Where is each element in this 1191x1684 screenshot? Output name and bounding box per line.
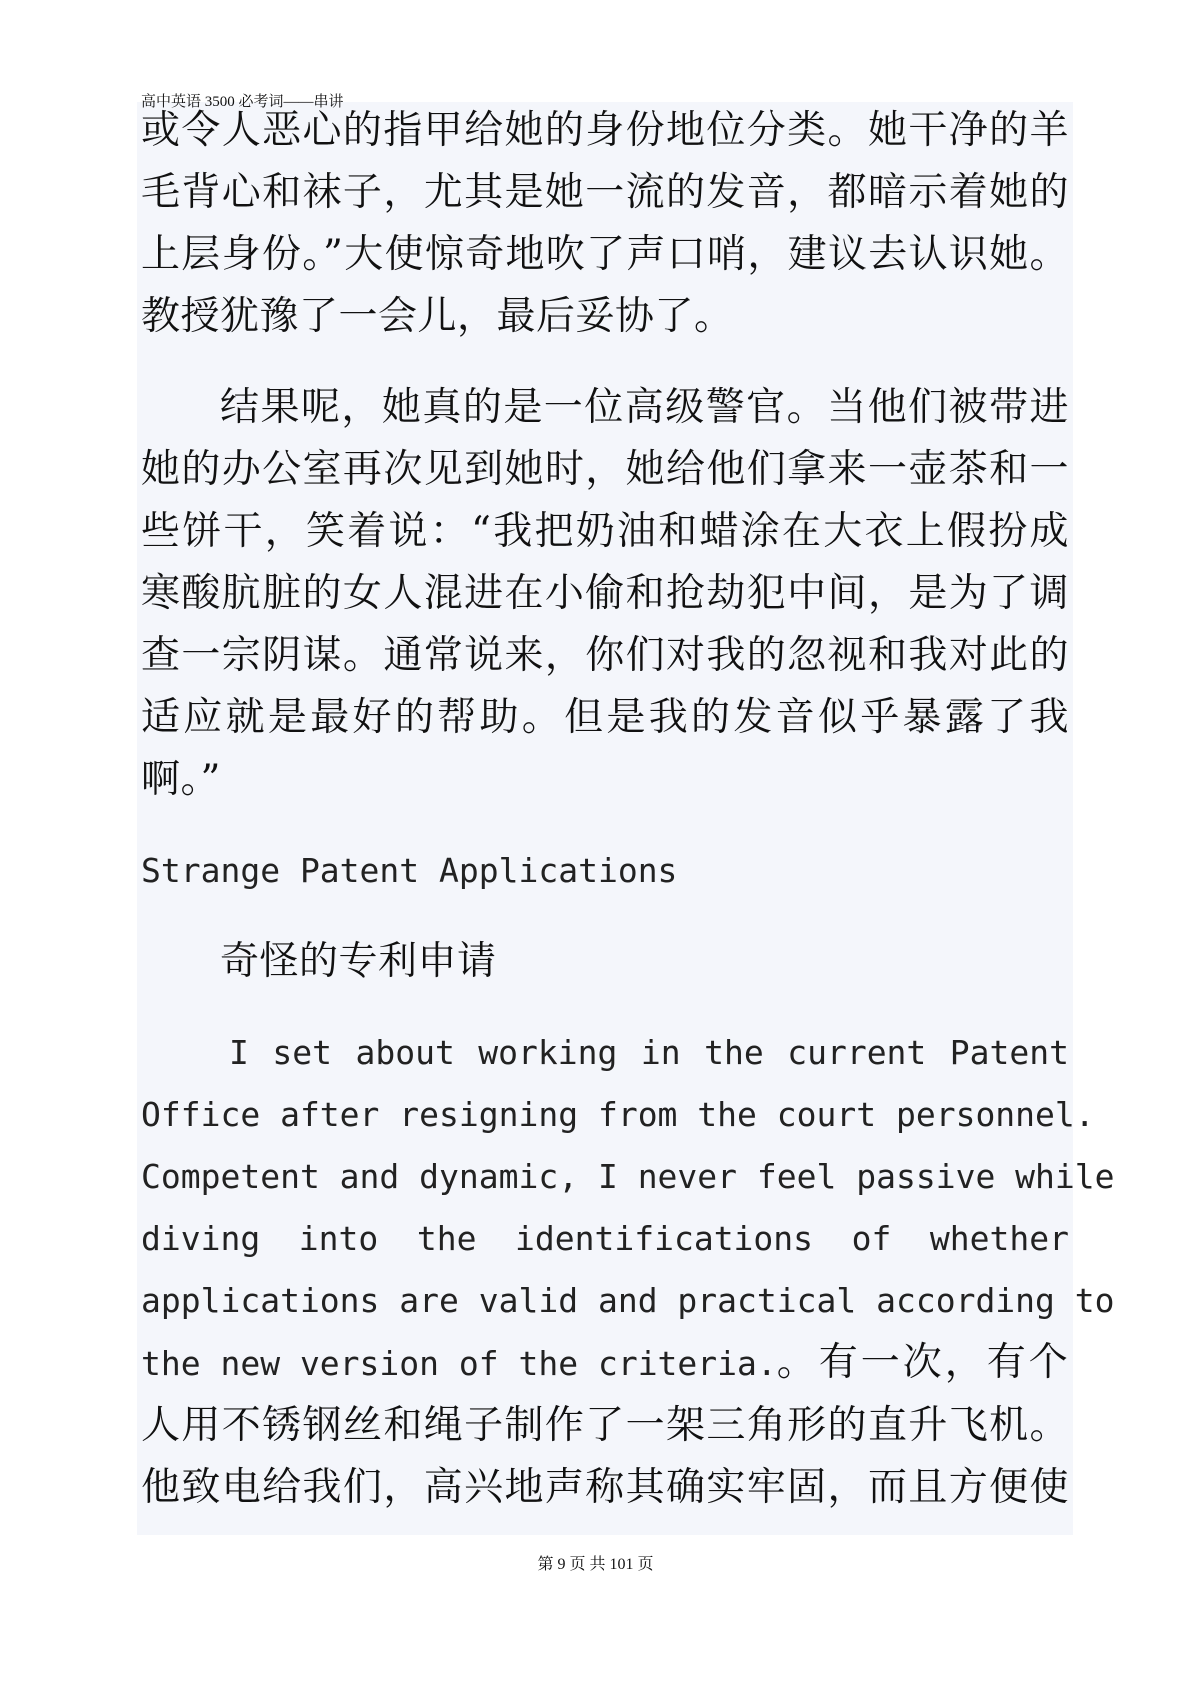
paragraph-3-english	[141, 1022, 1115, 1332]
text-line: 查一宗阴谋。通常说来，你们对我的忽视和我对此的	[141, 633, 1069, 678]
text-line: 教授犹豫了一会儿，最后妥协了。	[141, 294, 734, 339]
section-title-en	[141, 840, 1069, 902]
text-line: Office after resigning from the court personnel.	[141, 1095, 1095, 1134]
text-line: 上层身份。”大使惊奇地吹了声口哨，建议去认识她。	[141, 232, 1069, 277]
paragraph-1	[141, 100, 1069, 348]
page-header: 高中英语 3500 必考词——串讲	[141, 94, 344, 110]
text-line: I set about working in the current Patent	[229, 1033, 1069, 1072]
text-line: 她的办公室再次见到她时，她给他们拿来一壶茶和一	[141, 447, 1069, 492]
text-line: diving into the identifications of whether	[141, 1219, 1069, 1258]
text-line: 毛背心和袜子，尤其是她一流的发音，都暗示着她的	[141, 170, 1069, 215]
text-line: 适应就是最好的帮助。但是我的发音似乎暴露了我	[141, 695, 1069, 740]
mixed-line-cn: 。有一次，有个	[776, 1340, 1071, 1385]
section-title-cn-text: 奇怪的专利申请	[220, 939, 497, 984]
section-title-en-text: Strange Patent Applications	[141, 851, 678, 890]
mixed-line-en: the new version of the criteria.	[141, 1344, 777, 1383]
text-line: 他致电给我们，高兴地声称其确实牢固，而且方便使	[141, 1465, 1069, 1510]
section-title-cn	[141, 931, 1069, 993]
text-line: 啊。”	[141, 757, 221, 802]
text-line: applications are valid and practical according to	[141, 1281, 1115, 1320]
document-body	[141, 100, 1115, 1519]
mixed-line	[141, 1332, 1069, 1395]
paragraph-3-chinese	[141, 1395, 1069, 1519]
text-line: 些饼干，笑着说：“我把奶油和蜡涂在大衣上假扮成	[141, 509, 1069, 554]
text-line: Competent and dynamic, I never feel passive while	[141, 1157, 1115, 1196]
text-line: 结果呢，她真的是一位高级警官。当他们被带进	[220, 385, 1069, 430]
text-line: 寒酸肮脏的女人混进在小偷和抢劫犯中间，是为了调	[141, 571, 1069, 616]
page-footer: 第 9 页 共 101 页	[537, 1556, 654, 1573]
paragraph-2	[141, 377, 1069, 811]
text-line: 人用不锈钢丝和绳子制作了一架三角形的直升飞机。	[141, 1403, 1069, 1448]
text-line: 或令人恶心的指甲给她的身份地位分类。她干净的羊	[141, 108, 1069, 153]
